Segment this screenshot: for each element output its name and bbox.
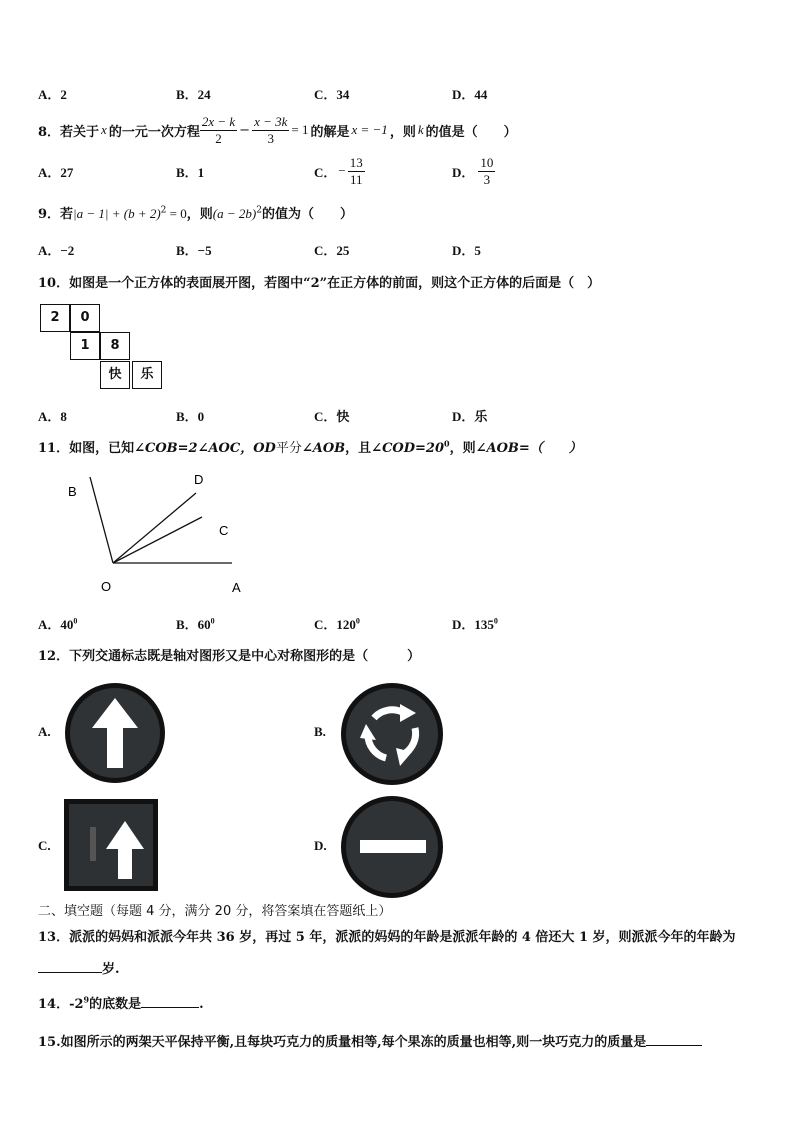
q8-var-k: k [417,122,424,137]
q8-minus: − [239,122,251,138]
q7-option-c: C．34 [314,87,350,102]
q11-text-f: ∠COD=20 [371,441,444,456]
q9-prefix: 9．若 [38,207,74,222]
q8-equals: = 1 [291,122,309,137]
label-o: O [101,579,112,594]
q8-mid3: ，则 [389,124,416,140]
q8-frac2-num: x − 3k [254,113,288,129]
q8-option-d-den: 3 [483,171,491,187]
q8-var-x: x [101,122,107,137]
q9-expr2: (a − 2b) [212,206,257,221]
q10-option-b: B．0 [176,409,205,424]
q14-question [38,993,204,1012]
q8-mid: 的一元一次方程 [108,124,200,140]
sign-b-roundabout-icon [340,682,444,786]
q10-option-c: C．快 [314,409,350,424]
q8-option-c [314,152,365,190]
q8-suffix: 的值是（ ） [425,124,517,140]
q7-option-a: A．2 [38,87,67,102]
q9-suffix: 的值为（ ） [261,207,353,222]
q11-option-d [452,614,498,633]
q8-frac1-den: 2 [215,130,222,146]
q12-label-a: A. [38,724,51,739]
q10-question: 10．如图是一个正方体的表面展开图，若图中“2”在正方体的前面，则这个正方体的后面是（ ） [38,276,601,291]
sign-d-no-entry-icon [340,795,444,899]
q11-text-e: ，且 [345,441,372,456]
q11-option-b [176,614,215,633]
sign-c-straight-arrow-square-icon [64,799,158,891]
angle-diagram [60,465,260,605]
q8-frac2-den: 3 [267,130,274,146]
q11-option-a-deg: 0 [73,616,78,626]
q9-option-a: A．−2 [38,243,75,258]
label-c: C [219,523,229,538]
q8-option-d-label: D． [452,164,475,180]
q8-solution: x = −1 [351,122,388,137]
q11-text-c: 平分 [275,441,302,456]
q11-option-c-deg: 0 [355,616,360,626]
q11-text-g: ，则 [449,441,476,456]
q8-option-c-sign: − [338,163,346,178]
q11-text-b: ∠COB=2∠AOC，OD [134,441,276,456]
net-cell-kuai: 快 [100,361,130,389]
ray-oc [113,517,202,563]
q12-label-c: C. [38,838,51,853]
q8-option-d-num: 10 [480,154,494,170]
q14-answer-blank[interactable] [141,1007,199,1008]
q9-exp2: 2 [256,205,262,216]
q11-option-b-value: B．60 [176,617,211,632]
q8-fraction-2 [252,114,289,147]
q13-unit: 岁. [102,962,120,977]
q13-answer-line [38,958,120,977]
q15-question [38,1031,702,1050]
q8-option-c-den: 11 [349,171,363,187]
q11-question [38,437,582,456]
q8-question [38,110,517,150]
q15-text: 15.如图所示的两架天平保持平衡,且每块巧克力的质量相等,每个果冻的质量也相等,则一块巧克力的质量是 [38,1035,647,1050]
q8-option-d-fraction [478,155,495,188]
ray-ob [90,477,113,563]
q11-option-c [314,614,360,633]
q9-option-c: C．25 [314,243,350,258]
q8-option-a: A．27 [38,165,74,180]
q8-option-d [452,152,495,190]
q14-end: . [199,997,204,1012]
q11-text-a: 11．如图，已知 [38,441,135,456]
q11-option-a-value: A．40 [38,617,74,632]
q9-option-d: D．5 [452,243,481,258]
net-cell-8: 8 [100,332,130,360]
q8-fraction-1 [200,114,237,147]
q7-option-b: B．24 [176,87,211,102]
q11-deg: 0 [444,438,450,449]
q8-prefix: 8．若关于 [38,124,100,140]
q11-option-b-deg: 0 [210,616,215,626]
q13-answer-blank[interactable] [38,972,102,973]
q8-option-c-fraction [348,155,365,188]
q9-option-b: B．−5 [176,243,212,258]
net-cell-2: 2 [40,304,70,332]
q7-option-d: D．44 [452,87,488,102]
q8-mid2: 的解是 [310,124,350,140]
q8-option-c-label: C． [314,164,337,180]
q9-exp1: 2 [160,205,167,216]
q14-suffix: 的底数是 [89,997,142,1012]
q12-label-d: D. [314,838,327,853]
label-b: B [68,484,77,499]
q12-question: 12．下列交通标志既是轴对图形又是中心对称图形的是（ ） [38,649,421,664]
q11-option-a [38,614,77,633]
q11-option-d-value: D．135 [452,617,494,632]
q8-option-c-num: 13 [349,154,363,170]
q14-prefix: 14．-2 [38,997,84,1012]
sign-a-straight-arrow-icon [64,682,166,784]
q9-mid: ，则 [186,207,213,222]
net-cell-le: 乐 [132,361,162,389]
q9-eq: = 0 [166,206,187,221]
q12-label-b: B. [314,724,326,739]
label-d: D [194,472,204,487]
net-cell-0: 0 [70,304,100,332]
section-2-title: 二、填空题（每题 4 分，满分 20 分，将答案填在答题纸上） [38,904,392,919]
q15-answer-blank[interactable] [646,1045,702,1046]
q11-text-d: ∠AOB [301,441,346,456]
q11-option-d-deg: 0 [493,616,498,626]
q8-option-b: B．1 [176,165,205,180]
ray-od [113,493,196,563]
q11-text-h: ∠AOB=（ ） [475,441,582,456]
q14-exp: 9 [83,994,90,1005]
net-cell-1: 1 [70,332,100,360]
q13-question: 13．派派的妈妈和派派今年共 36 岁，再过 5 年，派派的妈妈的年龄是派派年龄的 4 倍还大 1 岁，则派派今年的年龄为 [38,930,736,945]
q9-question [38,203,353,222]
label-a: A [232,580,241,595]
q10-option-d: D．乐 [452,409,488,424]
q9-expr1: |a − 1| + (b + 2) [73,206,161,221]
q10-option-a: A．8 [38,409,67,424]
q11-option-c-value: C．120 [314,617,356,632]
q8-frac1-num: 2x − k [201,113,236,129]
